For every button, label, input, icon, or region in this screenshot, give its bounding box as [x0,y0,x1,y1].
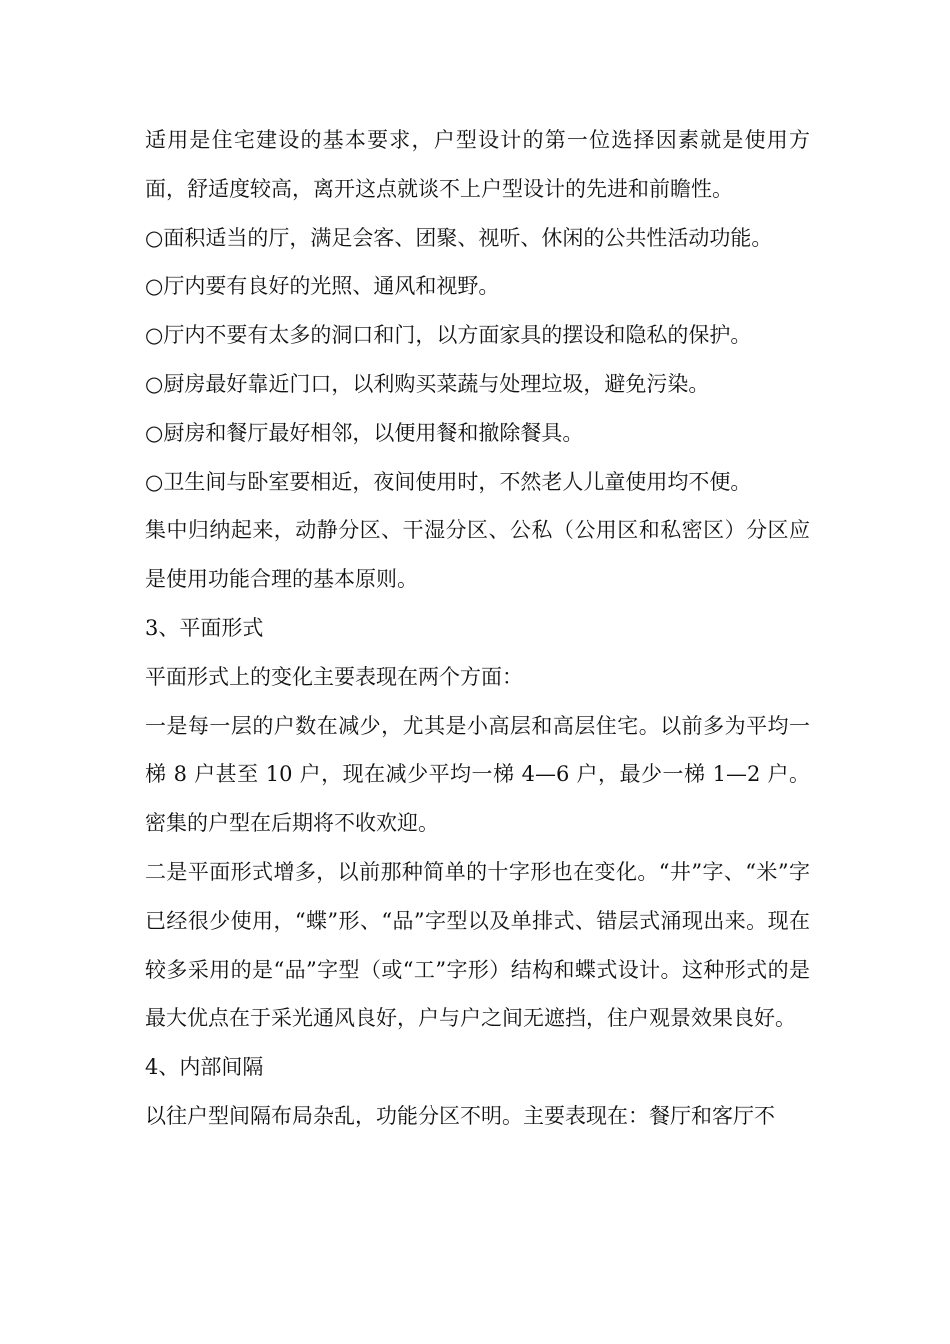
paragraph-households-per-floor: 一是每一层的户数在减少，尤其是小高层和高层住宅。以前多为平均一梯 8 户甚至 10 户，现在减少平均一梯 4—6 户，最少一梯 1—2 户。密集的户型在后期将不收欢迎。 [145,713,810,836]
paragraph-plan-form-intro: 平面形式上的变化主要表现在两个方面： [145,664,523,689]
document-body [145,116,810,1141]
section-heading-plan-form: 3、平面形式 [145,615,264,640]
paragraph-plan-form-variety: 二是平面形式增多，以前那种简单的十字形也在变化。“井”字、“米”字已经很少使用，“蝶”形、“品”字型以及单排式、错层式涌现出来。现在较多采用的是“品”字型（或“工”字形）结构和蝶式设计。这种形式的是最大优点在于采光通风良好，户与户之间无遮挡，住户观景效果良好。 [145,859,810,1031]
bullet-living-room-openings: ○厅内不要有太多的洞口和门，以方面家具的摆设和隐私的保护。 [145,323,752,348]
bullet-kitchen-entrance: ○厨房最好靠近门口，以利购买菜蔬与处理垃圾，避免污染。 [145,371,710,396]
bullet-kitchen-dining: ○厨房和餐厅最好相邻，以便用餐和撤除餐具。 [145,420,584,445]
paragraph-summary: 集中归纳起来，动静分区、干湿分区、公私（公用区和私密区）分区应是使用功能合理的基本原则。 [145,518,810,592]
bullet-bathroom-bedroom: ○卫生间与卧室要相近，夜间使用时，不然老人儿童使用均不便。 [145,469,752,494]
bullet-living-room-light: ○厅内要有良好的光照、通风和视野。 [145,274,500,299]
bullet-living-room-area: ○面积适当的厅，满足会客、团聚、视听、休闲的公共性活动功能。 [145,225,773,250]
paragraph-interior-layout: 以往户型间隔布局杂乱，功能分区不明。主要表现在：餐厅和客厅不 [145,1103,775,1128]
paragraph-intro: 适用是住宅建设的基本要求，户型设计的第一位选择因素就是使用方面，舒适度较高，离开这点就谈不上户型设计的先进和前瞻性。 [145,128,810,201]
section-heading-interior-layout: 4、内部间隔 [145,1055,264,1080]
